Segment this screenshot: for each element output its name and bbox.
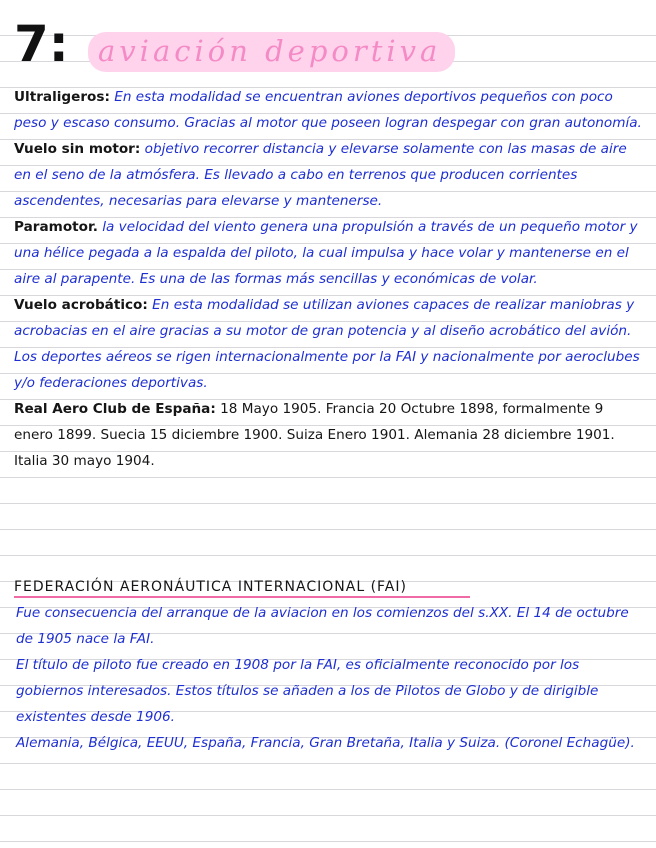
note-text: objetivo recorrer distancia y elevarse solamente con las masas de aire en el seno de la atmósfera. Es llevado a cabo en terrenos que producen corrientes ascendentes, necesarias para elevarse y mantenerse. [14,141,627,209]
note-paragraph [14,344,646,396]
note-text-dates: 18 Mayo 1905. Francia 20 Octubre 1898, formalmente 9 enero 1899. Suecia 15 diciembre 1900. Suiza Enero 1901. Alemania 28 diciembre 1901. Italia 30 mayo 1904. [14,401,615,469]
section-number: 7: [14,15,69,73]
fai-heading: FEDERACIÓN AERONÁUTICA INTERNACIONAL (FAI) [14,579,407,595]
fai-paragraph: Fue consecuencia del arranque de la aviacion en los comienzos del s.XX. El 14 de octubre de 1905 nace la FAI. [16,605,629,647]
note-term: Paramotor. [14,219,98,235]
note-paragraph [14,396,646,474]
note-paragraph [14,214,646,292]
fai-notes [14,600,650,756]
notes-body [14,84,646,474]
section-title: aviación deportiva [88,32,455,72]
note-paragraph [14,292,646,344]
note-term: Ultraligeros: [14,89,110,105]
note-paragraph [14,84,646,136]
note-paragraph [14,136,646,214]
note-term: Real Aero Club de España: [14,401,216,417]
note-text: Los deportes aéreos se rigen internacionalmente por la FAI y nacionalmente por aeroclubes y/o federaciones deportivas. [14,349,640,391]
page-header [14,14,644,76]
note-text: En esta modalidad se utilizan aviones capaces de realizar maniobras y acrobacias en el aire gracias a su motor de gran potencia y al diseño acrobático del avión. [14,297,635,339]
fai-paragraph: El título de piloto fue creado en 1908 por la FAI, es oficialmente reconocido por los gobiernos interesados. Estos títulos se añaden a los de Pilotos de Globo y de dirigible existentes desde 1906. [16,657,599,725]
fai-heading-underline [14,596,470,598]
note-text: la velocidad del viento genera una propulsión a través de un pequeño motor y una hélice pegada a la espalda del piloto, la cual impulsa y hace volar y mantenerse en el aire al parapente. Es una de las formas más sencillas y económicas de volar. [14,219,638,287]
fai-paragraph: Alemania, Bélgica, EEUU, España, Francia, Gran Bretaña, Italia y Suiza. (Coronel Echagüe). [16,735,635,751]
note-term: Vuelo acrobático: [14,297,148,313]
note-text: En esta modalidad se encuentran aviones deportivos pequeños con poco peso y escaso consumo. Gracias al motor que poseen logran despegar con gran autonomía. [14,89,642,131]
note-term: Vuelo sin motor: [14,141,141,157]
